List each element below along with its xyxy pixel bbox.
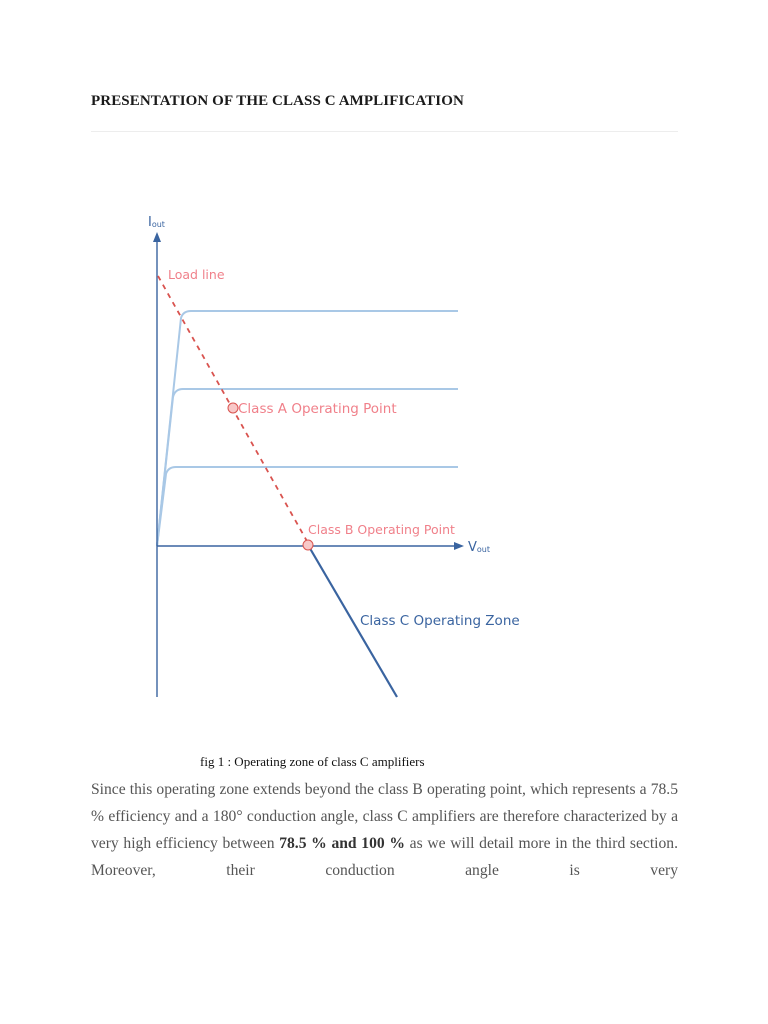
page-heading: PRESENTATION OF THE CLASS C AMPLIFICATION <box>91 93 464 109</box>
class-b-operating-point-label: Class B Operating Point <box>308 522 455 537</box>
figure-caption: fig 1 : Operating zone of class C amplifiers <box>200 754 425 769</box>
paragraph-text-after: as we will detail more in the third section. Moreover, their conduction angle is very <box>91 835 678 879</box>
class-a-operating-point-label: Class A Operating Point <box>238 401 397 417</box>
x-axis-arrow <box>454 542 464 550</box>
class-c-operating-zone-label: Class C Operating Zone <box>360 613 520 629</box>
x-axis-label <box>468 540 490 555</box>
y-axis-arrow <box>153 232 161 242</box>
y-axis-label-main: I <box>148 215 152 230</box>
y-axis-label <box>148 215 165 230</box>
load-line-label: Load line <box>168 267 225 282</box>
x-axis-label-main: V <box>468 540 477 555</box>
class-a-operating-point-marker <box>228 403 238 413</box>
characteristic-curve-top <box>157 311 458 546</box>
body-paragraph <box>91 776 678 884</box>
paragraph-highlight: 78.5 % and 100 % <box>279 835 405 852</box>
y-axis-label-sub: out <box>151 220 165 229</box>
paragraph-text-before: Since this operating zone extends beyond the class B operating point, which represents a 78.5 % efficiency and a 180° conduction angle, class C amplifiers are therefore characterized by a very high efficiency between <box>91 781 678 852</box>
class-b-operating-point-marker <box>303 540 313 550</box>
x-axis-label-sub: out <box>476 545 491 554</box>
